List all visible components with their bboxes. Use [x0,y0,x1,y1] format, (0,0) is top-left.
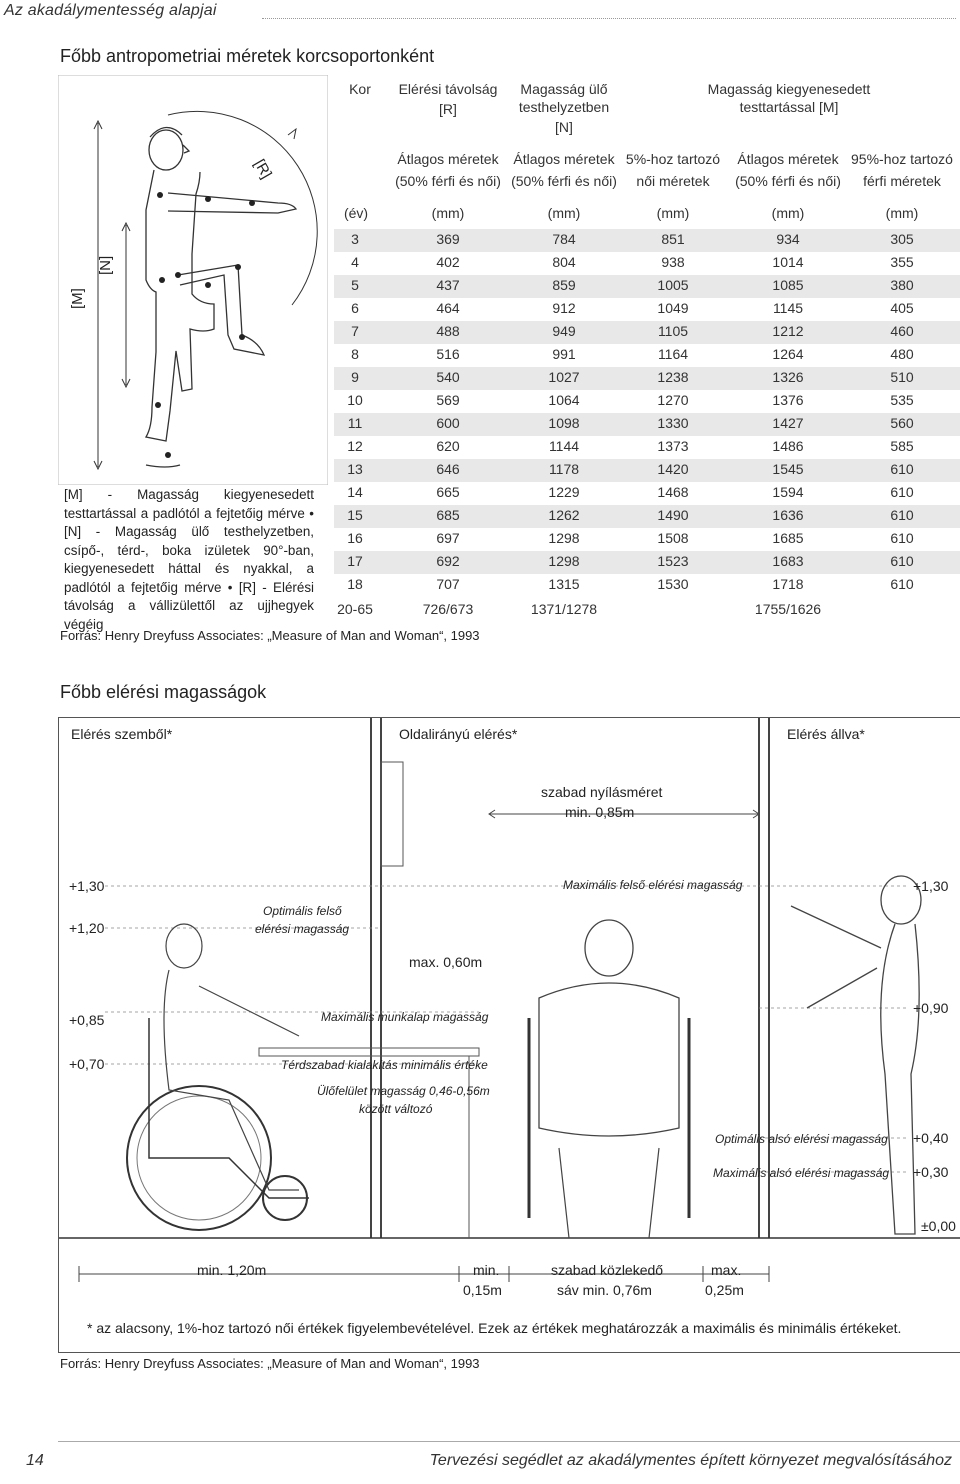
cell-stand-95pct: 610 [890,576,914,592]
sub-avg-3b: (50% férfi és női) [735,173,841,189]
cell-reach: 437 [436,277,460,293]
table-row [334,367,960,390]
cell-stand-95pct: 585 [890,438,914,454]
col-age-header: Kor [349,81,371,97]
cell-stand-5pct: 1164 [657,346,689,362]
unit-mm-2: (mm) [547,205,581,221]
level-085: +0,85 [69,1012,105,1028]
level-130-left: +1,30 [69,878,105,894]
table-row [334,574,960,597]
section-title-reach: Főbb elérési magasságok [60,682,267,702]
cell-age: 18 [347,576,363,592]
cell-reach: 697 [436,530,460,546]
label-standing-reach: Elérés állva* [787,726,865,742]
sub-95pct-b: férfi méretek [863,173,941,189]
cell-stand-avg: 1085 [772,277,804,293]
label-side-reach: Oldalirányú elérés* [399,726,518,742]
cell-stand-avg: 1264 [772,346,804,362]
level-120: +1,20 [69,920,105,936]
sub-avg-1a: Átlagos méretek [397,151,499,167]
sub-avg-2b: (50% férfi és női) [511,173,617,189]
sub-avg-1b: (50% férfi és női) [395,173,501,189]
cell-stand-avg: 1545 [772,461,804,477]
cell-stand-5pct: 1373 [657,438,689,454]
unit-mm-1: (mm) [431,205,465,221]
reach-diagram-panel [58,717,960,1353]
cell-age: 20-65 [337,601,373,617]
note-max-060: max. 0,60m [409,954,483,970]
table-row [334,436,960,459]
cell-stand-avg: 1685 [772,530,804,546]
cell-stand-avg: 1212 [772,323,804,339]
cell-sit: 784 [552,231,576,247]
cell-stand-95pct: 610 [890,507,914,523]
cell-age: 14 [347,484,363,500]
cell-stand-avg: 1486 [772,438,804,454]
opening-text-2: min. 0,85m [565,804,635,820]
table-row [334,229,960,252]
cell-age: 15 [347,507,363,523]
cell-stand-95pct: 610 [890,461,914,477]
cell-stand-avg: 1718 [772,576,804,592]
cell-stand-avg: 1326 [772,369,804,385]
cell-sit: 1027 [548,369,580,385]
cell-sit: 1371/1278 [530,601,598,617]
cell-sit: 949 [552,323,576,339]
table-row [334,344,960,367]
cell-stand-95pct: 610 [890,484,914,500]
col-sit-header-2: testhelyzetben [518,99,610,115]
source-note-2: Forrás: Henry Dreyfuss Associates: „Measure of Man and Woman“, 1993 [60,1356,480,1371]
cell-stand-95pct: 560 [890,415,914,431]
cell-reach: 726/673 [422,601,474,617]
cell-reach: 488 [436,323,460,339]
cell-sit: 804 [552,254,576,270]
cell-sit: 1064 [548,392,580,408]
level-090: +0,90 [913,1000,949,1016]
level-040: +0,40 [913,1130,949,1146]
cell-stand: 1755/1626 [754,601,822,617]
cell-reach: 540 [436,369,460,385]
reach-label: [R] [250,156,275,182]
cell-stand-avg: 1683 [772,553,804,569]
cell-sit: 1098 [548,415,580,431]
cell-reach: 692 [436,553,460,569]
cell-stand-95pct: 380 [890,277,914,293]
cell-age: 7 [351,323,359,339]
col-sit-header-3: [N] [555,119,573,135]
cell-stand-avg: 1636 [772,507,804,523]
section-title-anthropometry: Főbb antropometriai méretek korcsoportonként [60,46,435,66]
note-max-worktop: Maximális munkalap magasság [321,1010,489,1024]
cell-stand-avg: 1427 [772,415,804,431]
cell-sit: 1178 [548,461,580,477]
cell-reach: 464 [436,300,460,316]
cell-age: 5 [351,277,359,293]
page-number: 14 [26,1452,44,1469]
sub-5pct-b: női méretek [636,173,710,189]
running-header: Az akadálymentesség alapjai [4,2,217,19]
unit-mm-4: (mm) [771,205,805,221]
unit-mm-3: (mm) [656,205,690,221]
cell-stand-95pct: 355 [890,254,914,270]
cell-reach: 402 [436,254,460,270]
table-row [334,482,960,505]
dim-lane-a: szabad közlekedő [551,1262,664,1278]
table-row-adult [334,599,960,622]
table-row [334,528,960,551]
note-max-lower: Maximális alsó elérési magasság [713,1166,890,1180]
cell-stand-95pct: 610 [890,553,914,569]
cell-stand-5pct: 1523 [657,553,689,569]
header-rule [262,18,956,19]
cell-stand-5pct: 1330 [657,415,689,431]
note-knee-clearance: Térdszabad kialakítás minimális értéke [281,1058,488,1072]
footer-title: Tervezési segédlet az akadálymentes épített környezet megvalósításához [429,1452,952,1469]
note-opt-lower: Optimális alsó elérési magasság [715,1132,888,1146]
label-front-reach: Elérés szemből* [71,726,173,742]
cell-age: 3 [351,231,359,247]
cell-stand-5pct: 1508 [657,530,689,546]
cell-reach: 369 [436,231,460,247]
dim-max-025-b: 0,25m [705,1282,744,1298]
cell-reach: 569 [436,392,460,408]
cell-stand-5pct: 1270 [657,392,689,408]
dim-max-025-a: max. [711,1262,742,1278]
cell-stand-avg: 1145 [772,300,804,316]
cell-age: 6 [351,300,359,316]
cell-age: 10 [347,392,363,408]
cell-stand-5pct: 851 [661,231,685,247]
cell-age: 11 [347,415,363,431]
cell-sit: 1298 [548,530,580,546]
cell-age: 8 [351,346,359,362]
unit-mm-5: (mm) [885,205,919,221]
cell-stand-5pct: 1105 [657,323,689,339]
dim-min-120: min. 1,20m [197,1262,267,1278]
cell-age: 4 [351,254,359,270]
note-seat-height-2: között változó [359,1102,433,1116]
cell-reach: 516 [436,346,460,362]
cell-stand-5pct: 1468 [657,484,689,500]
dim-min-015-b: 0,15m [463,1282,502,1298]
col-stand-header-1: Magasság kiegyenesedett [707,81,871,97]
level-000: ±0,00 [921,1218,956,1234]
level-130-right: +1,30 [913,878,949,894]
cell-sit: 1315 [548,576,580,592]
note-max-upper: Maximális felső elérési magasság [563,878,743,892]
sitting-height-label: [N] [97,255,114,275]
level-070: +0,70 [69,1056,105,1072]
cell-sit: 859 [552,277,576,293]
cell-sit: 1262 [548,507,580,523]
reach-diagram [59,718,960,1352]
unit-age: (év) [343,205,369,221]
cell-age: 12 [347,438,363,454]
standing-height-label: [M] [69,288,86,309]
source-note-1: Forrás: Henry Dreyfuss Associates: „Measure of Man and Woman“, 1993 [60,628,480,643]
cell-stand-avg: 1376 [772,392,804,408]
table-row [334,413,960,436]
note-opt-upper-1: Optimális felső [263,904,342,918]
cell-sit: 1298 [548,553,580,569]
cell-reach: 707 [436,576,460,592]
cell-stand-95pct: 305 [890,231,914,247]
cell-age: 16 [347,530,363,546]
cell-reach: 620 [436,438,460,454]
cell-sit: 1229 [548,484,580,500]
cell-stand-avg: 1014 [772,254,804,270]
cell-stand-5pct: 1530 [657,576,689,592]
cell-stand-95pct: 405 [890,300,914,316]
col-reach-header-1: Elérési távolság [398,81,498,97]
dim-min-015-a: min. [473,1262,500,1278]
figure-legend: [M] - Magasság kiegyenesedett testtartással a padlótól a fejtetőig mérve • [N] - Magasság ülő testhelyzetben, csípő-, térd-, boka izületek 90°-ban, kiegyenesedett háttal és nyakkal, a padlótól a fejtetőig mérve • [R] - Elérési távolság a vállizülettől az ujjhegyek végéig [64,487,314,632]
opening-text-1: szabad nyílásméret [541,784,663,800]
table-row [334,298,960,321]
cell-reach: 646 [436,461,460,477]
cell-reach: 665 [436,484,460,500]
cell-stand-5pct: 1490 [657,507,689,523]
sub-5pct-a: 5%-hoz tartozó [625,151,721,167]
cell-age: 17 [347,553,363,569]
table-row [334,321,960,344]
cell-reach: 685 [436,507,460,523]
col-reach-header-2: [R] [439,101,457,117]
cell-stand-95pct: 460 [890,323,914,339]
cell-stand-5pct: 1049 [657,300,689,316]
cell-stand-5pct: 1238 [657,369,689,385]
cell-stand-5pct: 938 [661,254,685,270]
table-row [334,390,960,413]
sub-avg-3a: Átlagos méretek [737,151,839,167]
level-030: +0,30 [913,1164,949,1180]
cell-stand-5pct: 1420 [657,461,689,477]
col-sit-header-1: Magasság ülő [520,81,608,97]
cell-sit: 991 [552,346,576,362]
cell-stand-95pct: 480 [890,346,914,362]
table-row [334,551,960,574]
cell-sit: 1144 [548,438,580,454]
table-row [334,505,960,528]
cell-sit: 912 [552,300,576,316]
cell-stand-95pct: 510 [890,369,914,385]
cell-stand-95pct: 610 [890,530,914,546]
anthropometry-figure [58,75,328,485]
sub-95pct-a: 95%-hoz tartozó [851,151,953,167]
dim-lane-b: sáv min. 0,76m [557,1282,652,1298]
cell-age: 9 [351,369,359,385]
cell-stand-5pct: 1005 [657,277,689,293]
table-row [334,252,960,275]
note-opt-upper-2: elérési magasság [255,922,350,936]
footer-rule [58,1441,960,1442]
table-row [334,459,960,482]
cell-stand-avg: 934 [776,231,800,247]
cell-reach: 600 [436,415,460,431]
col-stand-header-2: testtartással [M] [739,99,839,115]
cell-stand-avg: 1594 [772,484,804,500]
sub-avg-2a: Átlagos méretek [513,151,615,167]
cell-stand-95pct: 535 [890,392,914,408]
table-row [334,275,960,298]
footnote: * az alacsony, 1%-hoz tartozó női értékek figyelembevételével. Ezek az értékek meghatározzák a maximális és minimális értékeket. [87,1320,902,1336]
cell-age: 13 [347,461,363,477]
note-seat-height-1: Ülőfelület magasság 0,46-0,56m [317,1084,490,1098]
